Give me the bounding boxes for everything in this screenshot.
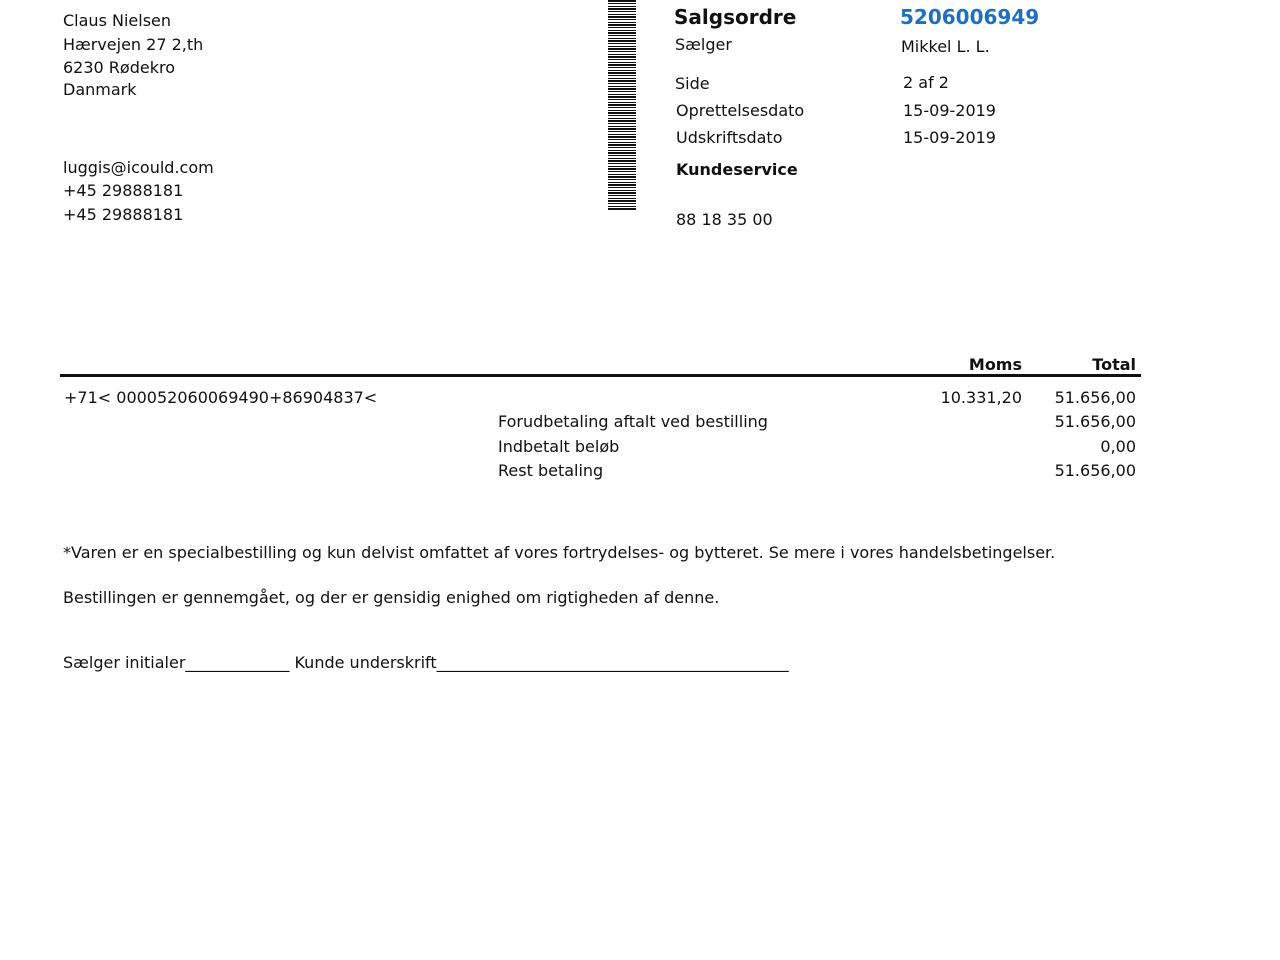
customer-service-phone: 88 18 35 00 <box>676 210 773 229</box>
page-value: 2 af 2 <box>903 73 949 92</box>
customer-phone-1: +45 29888181 <box>63 181 184 200</box>
customer-city: 6230 Rødekro <box>63 58 175 77</box>
summary-value-remaining: 51.656,00 <box>1054 461 1136 480</box>
signature-line: Sælger initialer_____________ Kunde underskrift____________________________________________ <box>63 653 789 672</box>
barcode-image <box>608 0 636 210</box>
payment-code: +71< 000052060069490+86904837< <box>64 388 378 407</box>
customer-service-label: Kundeservice <box>676 160 798 179</box>
order-number: 5206006949 <box>900 5 1040 29</box>
print-date-label: Udskriftsdato <box>676 128 783 147</box>
summary-label-prepayment: Forudbetaling aftalt ved bestilling <box>498 412 768 431</box>
customer-email: luggis@icould.com <box>63 158 214 177</box>
document-title: Salgsordre <box>674 5 797 29</box>
summary-value-prepayment: 51.656,00 <box>1054 412 1136 431</box>
table-header-divider <box>60 374 1141 377</box>
created-date-value: 15-09-2019 <box>903 101 996 120</box>
column-header-total: Total <box>1092 355 1136 374</box>
page-label: Side <box>675 74 710 93</box>
customer-name: Claus Nielsen <box>63 11 172 30</box>
summary-label-remaining: Rest betaling <box>498 461 604 480</box>
summary-label-paid: Indbetalt beløb <box>498 437 620 456</box>
customer-country: Danmark <box>63 80 137 99</box>
print-date-value: 15-09-2019 <box>903 128 996 147</box>
total-value: 51.656,00 <box>1054 388 1136 407</box>
moms-value: 10.331,20 <box>940 388 1022 407</box>
seller-label: Sælger <box>675 35 732 54</box>
agreement-note: Bestillingen er gennemgået, og der er gensidig enighed om rigtigheden af denne. <box>63 588 720 607</box>
column-header-moms: Moms <box>968 355 1022 374</box>
seller-value: Mikkel L. L. <box>901 37 990 56</box>
special-order-note: *Varen er en specialbestilling og kun delvist omfattet af vores fortrydelses- og bytteret. Se mere i vores handelsbetingelser. <box>63 543 1056 562</box>
customer-street: Hærvejen 27 2,th <box>63 35 204 54</box>
summary-value-paid: 0,00 <box>1100 437 1136 456</box>
created-date-label: Oprettelsesdato <box>676 101 805 120</box>
customer-phone-2: +45 29888181 <box>63 205 184 224</box>
